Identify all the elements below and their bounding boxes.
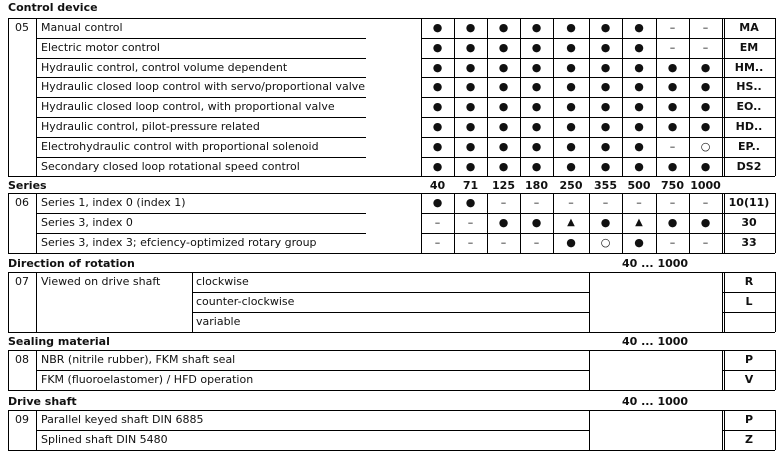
availability-mark: ● [498,160,509,173]
availability-mark: ● [634,80,644,93]
availability-mark: ● [465,196,476,209]
availability-mark: – [602,196,609,209]
rule [589,350,590,390]
availability-mark: ● [634,41,644,54]
availability-mark: ● [600,216,611,229]
availability-mark: ● [432,41,443,54]
availability-mark: ● [531,100,542,113]
availability-mark: ○ [700,140,711,153]
section-title-drive-shaft: Drive shaft [8,395,77,408]
rule [724,350,725,390]
availability-mark: ● [432,61,443,74]
availability-mark: ● [600,21,611,34]
rule [722,272,723,332]
availability-mark: ● [531,120,542,133]
availability-mark: ● [531,160,542,173]
section-title-rotation: Direction of rotation [8,257,135,270]
rule [8,18,9,176]
order-code: EP.. [738,140,760,153]
rule [589,410,590,450]
availability-mark: ● [634,100,644,113]
availability-mark: ● [566,160,576,173]
availability-mark: ● [566,236,576,249]
availability-mark: ● [432,80,443,93]
availability-mark: ● [566,100,576,113]
availability-mark: ● [566,41,576,54]
rule [553,193,554,253]
availability-mark: – [500,196,507,209]
section-title-series: Series [8,179,47,192]
rule [487,193,488,253]
rule [775,272,776,332]
option-label: Series 3, index 0 [41,216,133,229]
option-label: Parallel keyed shaft DIN 6885 [41,413,204,426]
availability-mark: ● [531,41,542,54]
order-code: 10(11) [728,196,770,209]
rule [689,193,690,253]
rule [622,193,623,253]
rule [724,193,725,253]
row-number: 08 [15,353,29,366]
availability-mark: ● [531,216,542,229]
rule [775,18,776,176]
option-label: variable [196,315,241,328]
size-range: 40 ... 1000 [621,335,689,348]
availability-mark: – [702,196,709,209]
availability-mark: ● [667,100,678,113]
availability-mark: ● [465,120,476,133]
availability-mark: ● [566,61,576,74]
availability-mark: ● [600,160,611,173]
availability-mark: ● [432,160,443,173]
order-code: P [744,353,754,366]
row-number: 09 [15,413,29,426]
availability-mark: ● [465,61,476,74]
order-code: 30 [741,216,757,229]
availability-mark: ● [667,216,678,229]
availability-mark: ● [634,160,644,173]
availability-mark: ● [531,21,542,34]
availability-mark: ● [700,160,711,173]
availability-mark: ● [566,140,576,153]
availability-mark: – [702,41,709,54]
availability-mark: ● [566,21,576,34]
availability-mark: ● [432,120,443,133]
availability-mark: ● [531,140,542,153]
rule [520,18,521,176]
availability-mark: ● [600,80,611,93]
option-label: counter-clockwise [196,295,295,308]
option-label: NBR (nitrile rubber), FKM shaft seal [41,353,236,366]
size-header: 180 [525,179,548,192]
availability-mark: ● [498,216,509,229]
availability-mark: ● [465,21,476,34]
rule [8,390,775,391]
size-header: 355 [594,179,617,192]
rule [454,18,455,176]
availability-mark: – [467,216,474,229]
availability-mark: ● [600,120,611,133]
option-label: clockwise [196,275,249,288]
availability-mark: ● [432,21,443,34]
size-range: 40 ... 1000 [621,257,689,270]
availability-mark: – [702,21,709,34]
availability-mark: ● [634,236,644,249]
rule [487,18,488,176]
rule [689,18,690,176]
availability-mark: ● [600,140,611,153]
order-code: MA [739,21,759,34]
option-label: Series 1, index 0 (index 1) [41,196,186,209]
size-header: 40 [429,179,446,192]
rule [36,193,37,253]
availability-mark: – [434,236,441,249]
rule [656,18,657,176]
size-header: 1000 [690,179,721,192]
option-label: Electrohydraulic control with proportional solenoid [41,140,319,153]
rule [8,332,775,333]
availability-mark: ● [566,120,576,133]
option-label: FKM (fluoroelastomer) / HFD operation [41,373,254,386]
order-code: L [745,295,753,308]
order-code: R [744,275,754,288]
rule [775,193,776,253]
rule [656,193,657,253]
rule [454,193,455,253]
availability-mark: – [533,196,540,209]
availability-mark: ● [498,100,509,113]
availability-mark: – [467,236,474,249]
option-label: Electric motor control [41,41,160,54]
availability-mark: ● [531,80,542,93]
order-code: DS2 [736,160,762,173]
rule [192,272,193,332]
availability-mark: ● [465,41,476,54]
rule [589,18,590,176]
rule [553,18,554,176]
availability-mark: ● [498,41,509,54]
availability-mark: ● [498,21,509,34]
size-header: 125 [492,179,515,192]
rule [421,193,422,253]
section-title-control-device: Control device [8,1,98,14]
order-code: P [744,413,754,426]
availability-mark: ● [667,61,678,74]
availability-mark: – [434,216,441,229]
option-label: Hydraulic control, pilot-pressure related [41,120,260,133]
availability-mark: ● [498,80,509,93]
rule [589,193,590,253]
availability-mark: ● [634,120,644,133]
availability-mark: ● [600,100,611,113]
rule [722,350,723,390]
availability-mark: ● [566,80,576,93]
availability-mark: ● [634,61,644,74]
order-code: HS.. [736,80,762,93]
rule [8,450,775,451]
order-code: EO.. [736,100,762,113]
availability-mark: – [669,41,676,54]
availability-mark: ● [432,140,443,153]
availability-mark: ● [634,140,644,153]
row-number: 05 [15,21,29,34]
size-range: 40 ... 1000 [621,395,689,408]
rule [775,410,776,450]
order-code: Z [745,433,753,446]
row-number: 06 [15,196,29,209]
availability-mark: ● [700,80,711,93]
option-label: Hydraulic control, control volume dependent [41,61,288,74]
availability-mark: – [500,236,507,249]
availability-mark: – [636,196,642,209]
option-label: Viewed on drive shaft [41,275,161,288]
rule [722,410,723,450]
availability-mark: ● [465,140,476,153]
availability-mark: ● [700,216,711,229]
availability-mark: – [669,21,676,34]
availability-mark: ● [432,196,443,209]
availability-mark: ● [700,61,711,74]
option-label: Hydraulic closed loop control with servo/proportional valve [41,80,366,93]
availability-mark: ● [634,21,644,34]
availability-mark: ▲ [635,217,643,228]
availability-mark: – [669,236,676,249]
option-label: Series 3, index 3; efciency-optimized rotary group [41,236,317,249]
availability-mark: ● [465,80,476,93]
order-code: 33 [741,236,757,249]
option-label: Manual control [41,21,123,34]
size-header: 250 [559,179,583,192]
rule [8,253,775,254]
section-title-sealing: Sealing material [8,335,110,348]
rule [724,410,725,450]
availability-mark: – [669,140,676,153]
rule [421,18,422,176]
availability-mark: ● [667,80,678,93]
rule [36,272,37,332]
availability-mark: ● [667,160,678,173]
availability-mark: ● [667,120,678,133]
size-header: 500 [627,179,651,192]
option-label: Splined shaft DIN 5480 [41,433,168,446]
availability-mark: ● [498,120,509,133]
availability-mark: ● [700,120,711,133]
rule [520,193,521,253]
availability-mark: ● [531,61,542,74]
size-header: 71 [462,179,479,192]
row-number: 07 [15,275,29,288]
size-header: 750 [661,179,684,192]
rule [622,18,623,176]
rule [724,18,725,176]
availability-mark: – [702,236,709,249]
availability-mark: ● [700,100,711,113]
order-code: V [744,373,754,386]
rule [724,272,725,332]
order-code [723,312,775,332]
rule [722,193,723,253]
availability-mark: – [568,196,574,209]
availability-mark: ● [600,41,611,54]
order-code: HM.. [734,61,764,74]
availability-mark: ● [600,61,611,74]
availability-mark: ● [465,100,476,113]
option-label: Secondary closed loop rotational speed control [41,160,300,173]
availability-mark: ○ [600,236,611,249]
availability-mark: ● [465,160,476,173]
rule [589,272,590,332]
order-code: EM [739,41,759,54]
availability-mark: – [533,236,540,249]
rule [775,350,776,390]
availability-mark: ● [498,61,509,74]
availability-mark: ▲ [567,217,575,228]
order-code: HD.. [735,120,763,133]
availability-mark: ● [432,100,443,113]
availability-mark: – [669,196,676,209]
rule [722,18,723,176]
availability-mark: ● [498,140,509,153]
option-label: Hydraulic closed loop control, with proportional valve [41,100,335,113]
